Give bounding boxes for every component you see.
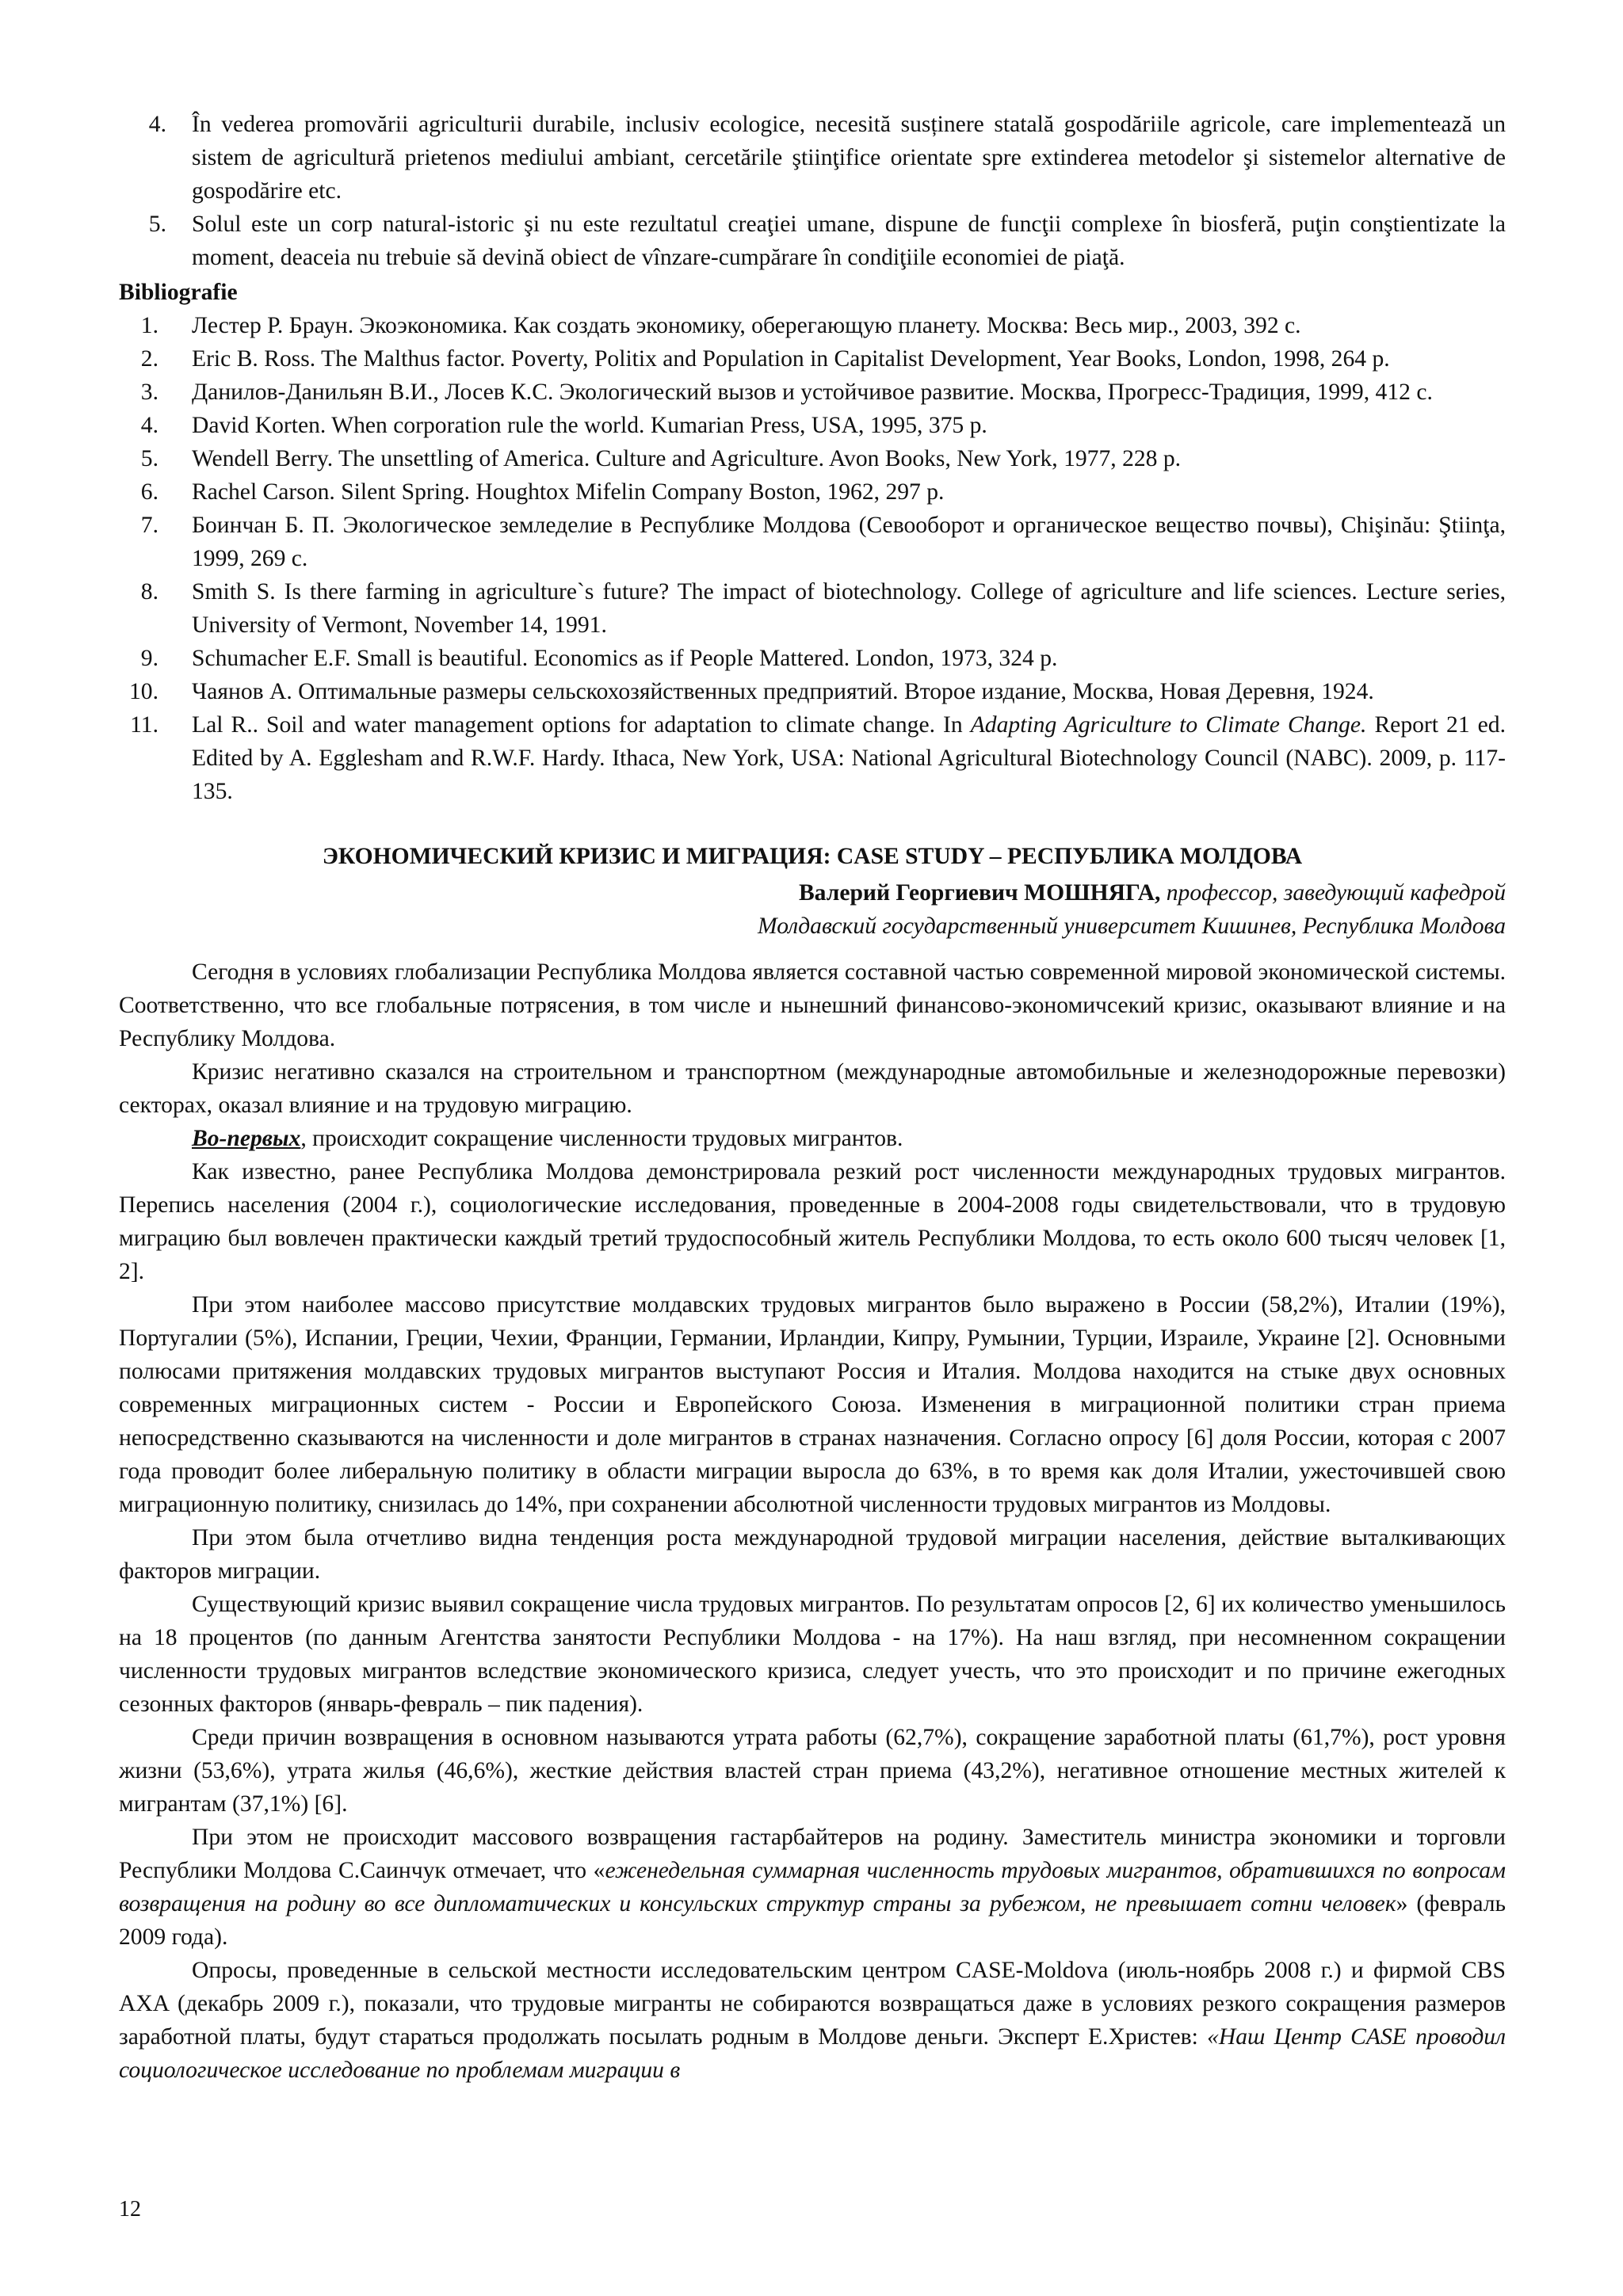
paragraph xyxy=(119,1954,1506,2087)
bibliography-text: Данилов-Данильян В.И., Лосев К.С. Экологический вызов и устойчивое развитие. Москва, Прогресс-Традиция, 1999, 412 с. xyxy=(192,379,1433,405)
paragraph: Как известно, ранее Республика Молдова демонстрировала резкий рост численности международных трудовых мигрантов. Перепись населения (2004 г.), социологические исследования, проведенные в 2004-2008 годы свидетельствовали, что в трудовую миграцию был вовлечен практически каждый третий трудоспособный житель Республики Молдова, то есть около 600 тысяч человек [1, 2]. xyxy=(119,1159,1506,1284)
bibliography-text: David Korten. When corporation rule the world. Kumarian Press, USA, 1995, 375 p. xyxy=(192,413,987,438)
list-item-text: În vederea promovării agriculturii durabile, inclusiv ecologice, necesită susținere statală gospodăriile agricole, care implementează un sistem de agricultură prietenos mediului ambiant, cercetările ştiinţifice orientate spre extinderea metodelor şi sistemelor alternative de gospodărire etc. xyxy=(192,112,1506,204)
paragraph-lead: Во-первых xyxy=(192,1126,301,1151)
bibliography-text: Schumacher E.F. Small is beautiful. Economics as if People Mattered. London, 1973, 324 p. xyxy=(192,646,1058,671)
author-affiliation: Молдавский государственный университет Кишинев, Республика Молдова xyxy=(758,913,1506,939)
bibliography-item xyxy=(119,708,1506,808)
paragraph: Среди причин возвращения в основном называются утрата работы (62,7%), сокращение заработной платы (61,7%), рост уровня жизни (53,6%), утрата жилья (46,6%), жесткие действия властей стран приема (43,2%), негативное отношение местных жителей к мигрантам (37,1%) [6]. xyxy=(119,1725,1506,1817)
paragraph: Сегодня в условиях глобализации Республика Молдова является составной частью современной мировой экономической системы. Соответственно, что все глобальные потрясения, в том числе и нынешний финансово-экономичсекий кризис, оказывают влияние и на Республику Молдова. xyxy=(119,959,1506,1051)
paragraph xyxy=(119,1821,1506,1954)
bibliography-item xyxy=(119,342,1506,376)
paragraph-text: » (февраль 2009 года). xyxy=(119,1891,1507,1950)
conclusions-list xyxy=(119,108,1506,274)
bibliography-heading: Bibliografie xyxy=(119,280,238,305)
bibliography-text: Чаянов А. Оптимальные размеры сельскохозяйственных предприятий. Второе издание, Москва, Новая Деревня, 1924. xyxy=(192,679,1374,704)
bibliography-number: 9. xyxy=(140,646,158,671)
quotation: «Наш Центр CASE проводил социологическое исследование по проблемам миграции в xyxy=(119,2024,1506,2083)
bibliography-number: 8. xyxy=(140,579,158,605)
bibliography-text: Smith S. Is there farming in agriculture`s future? The impact of biotechnology. College of agriculture and life sciences. Lecture series, University of Vermont, November 14, 1991. xyxy=(192,579,1506,638)
paragraph-text: При этом не происходит массового возвращения гастарбайтеров на родину. Заместитель министра экономики и торговли Республики Молдова С.Саинчук отмечает, что « xyxy=(119,1825,1506,1883)
bibliography-number: 4. xyxy=(140,413,158,438)
bibliography-item xyxy=(119,509,1506,575)
bibliography-text-part: Lal R.. Soil and water management options for adaptation to climate change. In xyxy=(192,712,971,738)
page-body xyxy=(119,108,1506,2087)
bibliography-number: 7. xyxy=(140,513,158,538)
list-item-text: Solul este un corp natural-istoric şi nu este rezultatul creaţiei umane, dispune de funcţii complexe în biosferă, puţin conştientizate la moment, deaceia nu trebuie să devină obiect de vînzare-cumpărare în condiţiile economiei de piaţă. xyxy=(192,212,1506,270)
bibliography-number: 6. xyxy=(140,479,158,505)
author-name: Валерий Георгиевич МОШНЯГА, xyxy=(798,880,1161,906)
bibliography-number: 3. xyxy=(140,379,158,405)
list-item-number: 5. xyxy=(148,212,166,237)
bibliography-number: 2. xyxy=(140,346,158,372)
bibliography-item xyxy=(119,642,1506,675)
bibliography-number: 11. xyxy=(130,712,158,738)
bibliography-number: 1. xyxy=(140,313,158,338)
paragraph: Существующий кризис выявил сокращение числа трудовых мигрантов. По результатам опросов [2, 6] их количество уменьшилось на 18 процентов (по данным Агентства занятости Республики Молдова - на 17%). На наш взгляд, при несомненном сокращении численности трудовых мигрантов вследствие экономического кризиса, следует учесть, что это происходит и по причине ежегодных сезонных факторов (январь-февраль – пик падения). xyxy=(119,1592,1506,1717)
article-title: ЭКОНОМИЧЕСКИЙ КРИЗИС И МИГРАЦИЯ: CASE STUDY – РЕСПУБЛИКА МОЛДОВА xyxy=(322,844,1303,869)
paragraph: При этом была отчетливо видна тенденция роста международной трудовой миграции населения, действие выталкивающих факторов миграции. xyxy=(119,1525,1506,1584)
bibliography-text: Rachel Carson. Silent Spring. Houghtox Mifelin Company Boston, 1962, 297 p. xyxy=(192,479,945,505)
list-item xyxy=(119,108,1506,208)
quotation: еженедельная суммарная численность трудовых мигрантов, обратившихся по вопросам возвращения на родину во все дипломатических и консульских структур страны за рубежом, не превышает сотни человек xyxy=(119,1858,1506,1917)
bibliography-item xyxy=(119,675,1506,708)
list-item xyxy=(119,208,1506,274)
bibliography-item xyxy=(119,442,1506,475)
bibliography-item xyxy=(119,376,1506,409)
paragraph: При этом наиболее массово присутствие молдавских трудовых мигрантов было выражено в России (58,2%), Италии (19%), Португалии (5%), Испании, Греции, Чехии, Франции, Германии, Ирландии, Кипру, Румынии, Турции, Израиле, Украине [2]. Основными полюсами притяжения молдавских трудовых мигрантов выступают Россия и Италия. Молдова находится на стыке двух основных современных миграционных систем - России и Европейского Союза. Изменения в миграционной политики стран приема непосредственно сказываются на численности и доле мигрантов в странах назначения. Согласно опросу [6] доля России, которая с 2007 года проводит более либеральную политику в области миграции выросла до 63%, в то время как доля Италии, ужесточившей свою миграционную политику, снизилась до 14%, при сохранении абсолютной численности трудовых мигрантов из Молдовы. xyxy=(119,1292,1506,1517)
bibliography-number: 5. xyxy=(140,446,158,471)
bibliography-item xyxy=(119,409,1506,442)
bibliography-item xyxy=(119,475,1506,509)
paragraph xyxy=(119,1122,1506,1155)
bibliography-text: Wendell Berry. The unsettling of America. Culture and Agriculture. Avon Books, New York, 1977, 228 p. xyxy=(192,446,1182,471)
paragraph-text: , происходит сокращение численности трудовых мигрантов. xyxy=(300,1126,903,1151)
paragraph: Кризис негативно сказался на строительном и транспортном (международные автомобильные и железнодорожные перевозки) секторах, оказал влияние и на трудовую миграцию. xyxy=(119,1059,1506,1118)
bibliography-item xyxy=(119,575,1506,642)
bibliography-text xyxy=(192,712,1506,804)
author-position: профессор, заведующий кафедрой xyxy=(1160,880,1506,906)
bibliography-text: Лестер Р. Браун. Экоэкономика. Как создать экономику, оберегающую планету. Москва: Весь мир., 2003, 392 с. xyxy=(192,313,1301,338)
bibliography-book-title: Adapting Agriculture to Climate Change. xyxy=(970,712,1367,738)
bibliography-list xyxy=(119,309,1506,808)
bibliography-text: Eric B. Ross. The Malthus factor. Poverty, Politix and Population in Capitalist Development, Year Books, London, 1998, 264 p. xyxy=(192,346,1390,372)
page-number: 12 xyxy=(119,2197,141,2222)
author-line xyxy=(119,876,1506,910)
bibliography-text: Боинчан Б. П. Экологическое земледелие в Республике Молдова (Севооборот и органическое вещество почвы), Chişinău: Ştiinţa, 1999, 269 c. xyxy=(192,513,1506,571)
bibliography-number: 10. xyxy=(129,679,158,704)
paragraph-text: Опросы, проведенные в сельской местности исследовательским центром CASE-Moldova (июль-ноябрь 2008 г.) и фирмой CBS AXA (декабрь 2009 г.), показали, что трудовые мигранты не собираются возвращаться даже в условиях резкого сокращения размеров заработной платы, будут стараться продолжать посылать родным в Молдове деньги. Эксперт Е.Христев: xyxy=(119,1958,1506,2050)
bibliography-item xyxy=(119,309,1506,342)
list-item-number: 4. xyxy=(148,112,166,137)
bibliography-text-part: Report 21 ed. Edited by A. Egglesham and R.W.F. Hardy. Ithaca, New York, USA: National Agricultural Biotechnology Council (NABC). 2009, p. 117-135. xyxy=(192,712,1507,804)
